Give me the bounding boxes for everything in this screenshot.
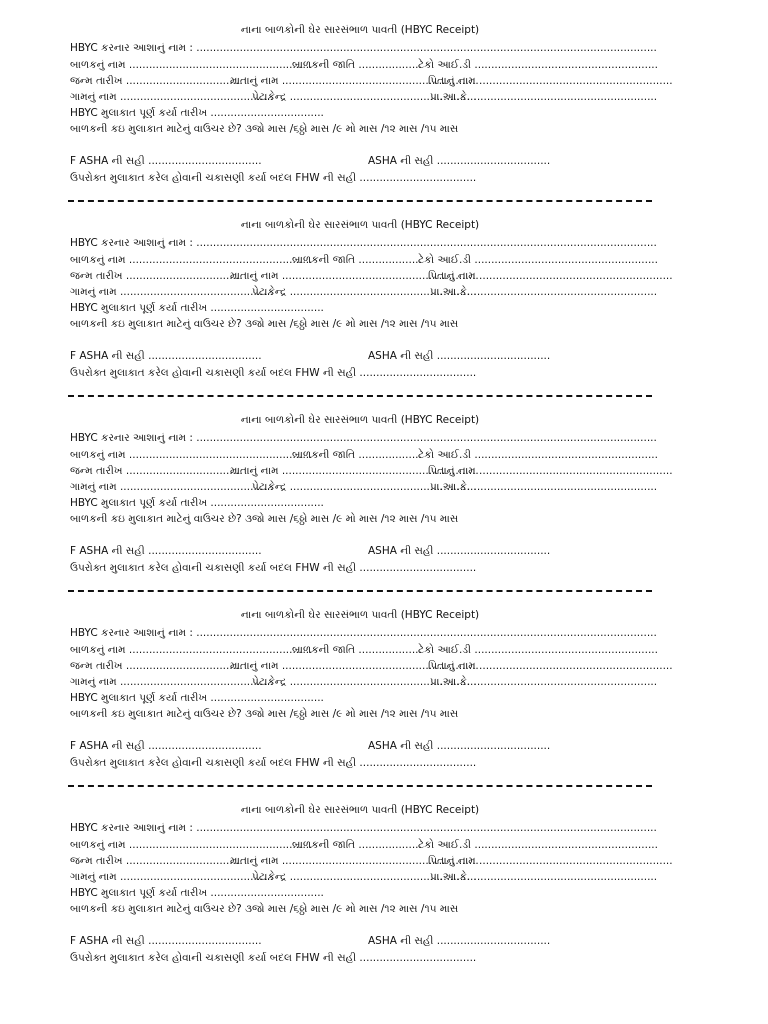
- sub-centre-field: પેટાકેન્દ્ર ........................................................: [252, 871, 477, 883]
- father-name-field: પિતાનું નામ ..........................................................: [428, 270, 673, 282]
- phc-field: પ્રા.આ.કે. .......................................................: [430, 286, 658, 298]
- father-name-field: પિતાનું નામ ..........................................................: [428, 75, 673, 87]
- asha-signature-field: ASHA ની સહી ..................................: [368, 935, 551, 947]
- hbyc-receipt: [70, 607, 673, 787]
- voucher-question: બાળકની કઇ મુલાકાત માટેનું વાઉચર છે? ૩જો માસ /૬ઠ્ઠો માસ /૯ મો માસ /૧૨ માસ /૧૫ માસ: [70, 903, 459, 915]
- hbyc-receipt: [70, 217, 673, 397]
- village-name-field: ગામનું નામ ..............................................: [70, 286, 274, 298]
- receipt-title: નાના બાળકોની ઘેર સારસંભાળ પાવતી (HBYC Receipt): [240, 414, 480, 426]
- child-name-field: બાળકનું નામ .......................................................: [70, 59, 313, 71]
- sub-centre-field: પેટાકેન્દ્ર ........................................................: [252, 481, 477, 493]
- child-name-field: બાળકનું નામ .......................................................: [70, 839, 313, 851]
- asha-name-line: HBYC કરનાર આશાનું નામ : ..........................................................................................................................................: [70, 432, 657, 444]
- child-name-field: બાળકનું નામ .......................................................: [70, 644, 313, 656]
- hbyc-receipt: [70, 22, 673, 202]
- phc-field: પ્રા.આ.કે. .......................................................: [430, 871, 658, 883]
- visit-complete-date-field: HBYC મુલાકાત પૂર્ણ કર્યા તારીખ ..................................: [70, 107, 324, 119]
- receipt-title: નાના બાળકોની ઘેર સારસંભાળ પાવતી (HBYC Receipt): [240, 24, 480, 36]
- fhw-verification-line: ઉપરોક્ત મુલાકાત કરેલ હોવાની ચકાસણી કર્યા બદલ FHW ની સહી ...................................: [70, 952, 477, 964]
- sub-centre-field: પેટાકેન્દ્ર ........................................................: [252, 286, 477, 298]
- child-gender-field: બાળકની જાતિ ...................: [292, 59, 422, 71]
- asha-name-line: HBYC કરનાર આશાનું નામ : ..........................................................................................................................................: [70, 627, 657, 639]
- sub-centre-field: પેટાકેન્દ્ર ........................................................: [252, 676, 477, 688]
- techo-id-field: ટેકો આઈ.ડી .......................................................: [418, 59, 658, 71]
- fasha-signature-field: F ASHA ની સહી ..................................: [70, 935, 262, 947]
- receipt-title: નાના બાળકોની ઘેર સારસંભાળ પાવતી (HBYC Receipt): [240, 804, 480, 816]
- father-name-field: પિતાનું નામ ..........................................................: [428, 660, 673, 672]
- child-name-field: બાળકનું નામ .......................................................: [70, 449, 313, 461]
- visit-complete-date-field: HBYC મુલાકાત પૂર્ણ કર્યા તારીખ ..................................: [70, 497, 324, 509]
- techo-id-field: ટેકો આઈ.ડી .......................................................: [418, 449, 658, 461]
- mother-name-field: માતાનું નામ ...........................................................: [230, 855, 479, 867]
- visit-complete-date-field: HBYC મુલાકાત પૂર્ણ કર્યા તારીખ ..................................: [70, 692, 324, 704]
- child-gender-field: બાળકની જાતિ ...................: [292, 449, 422, 461]
- phc-field: પ્રા.આ.કે. .......................................................: [430, 481, 658, 493]
- cut-line-divider: [68, 785, 652, 787]
- sub-centre-field: પેટાકેન્દ્ર ........................................................: [252, 91, 477, 103]
- phc-field: પ્રા.આ.કે. .......................................................: [430, 676, 658, 688]
- visit-complete-date-field: HBYC મુલાકાત પૂર્ણ કર્યા તારીખ ..................................: [70, 887, 324, 899]
- village-name-field: ગામનું નામ ..............................................: [70, 91, 274, 103]
- receipt-title: નાના બાળકોની ઘેર સારસંભાળ પાવતી (HBYC Receipt): [240, 609, 480, 621]
- dob-field: જન્મ તારીખ ...................................: [70, 75, 243, 87]
- fasha-signature-field: F ASHA ની સહી ..................................: [70, 155, 262, 167]
- dob-field: જન્મ તારીખ ...................................: [70, 855, 243, 867]
- dob-field: જન્મ તારીખ ...................................: [70, 270, 243, 282]
- village-name-field: ગામનું નામ ..............................................: [70, 481, 274, 493]
- visit-complete-date-field: HBYC મુલાકાત પૂર્ણ કર્યા તારીખ ..................................: [70, 302, 324, 314]
- child-gender-field: બાળકની જાતિ ...................: [292, 254, 422, 266]
- child-gender-field: બાળકની જાતિ ...................: [292, 644, 422, 656]
- fhw-verification-line: ઉપરોક્ત મુલાકાત કરેલ હોવાની ચકાસણી કર્યા બદલ FHW ની સહી ...................................: [70, 757, 477, 769]
- fhw-verification-line: ઉપરોક્ત મુલાકાત કરેલ હોવાની ચકાસણી કર્યા બદલ FHW ની સહી ...................................: [70, 562, 477, 574]
- fasha-signature-field: F ASHA ની સહી ..................................: [70, 350, 262, 362]
- techo-id-field: ટેકો આઈ.ડી .......................................................: [418, 254, 658, 266]
- asha-signature-field: ASHA ની સહી ..................................: [368, 740, 551, 752]
- voucher-question: બાળકની કઇ મુલાકાત માટેનું વાઉચર છે? ૩જો માસ /૬ઠ્ઠો માસ /૯ મો માસ /૧૨ માસ /૧૫ માસ: [70, 708, 459, 720]
- mother-name-field: માતાનું નામ ...........................................................: [230, 270, 479, 282]
- fhw-verification-line: ઉપરોક્ત મુલાકાત કરેલ હોવાની ચકાસણી કર્યા બદલ FHW ની સહી ...................................: [70, 172, 477, 184]
- father-name-field: પિતાનું નામ ..........................................................: [428, 465, 673, 477]
- voucher-question: બાળકની કઇ મુલાકાત માટેનું વાઉચર છે? ૩જો માસ /૬ઠ્ઠો માસ /૯ મો માસ /૧૨ માસ /૧૫ માસ: [70, 318, 459, 330]
- village-name-field: ગામનું નામ ..............................................: [70, 676, 274, 688]
- asha-name-line: HBYC કરનાર આશાનું નામ : ..........................................................................................................................................: [70, 822, 657, 834]
- receipt-title: નાના બાળકોની ઘેર સારસંભાળ પાવતી (HBYC Receipt): [240, 219, 480, 231]
- techo-id-field: ટેકો આઈ.ડી .......................................................: [418, 839, 658, 851]
- voucher-question: બાળકની કઇ મુલાકાત માટેનું વાઉચર છે? ૩જો માસ /૬ઠ્ઠો માસ /૯ મો માસ /૧૨ માસ /૧૫ માસ: [70, 123, 459, 135]
- father-name-field: પિતાનું નામ ..........................................................: [428, 855, 673, 867]
- child-gender-field: બાળકની જાતિ ...................: [292, 839, 422, 851]
- dob-field: જન્મ તારીખ ...................................: [70, 660, 243, 672]
- mother-name-field: માતાનું નામ ...........................................................: [230, 660, 479, 672]
- asha-signature-field: ASHA ની સહી ..................................: [368, 545, 551, 557]
- asha-name-line: HBYC કરનાર આશાનું નામ : ..........................................................................................................................................: [70, 42, 657, 54]
- village-name-field: ગામનું નામ ..............................................: [70, 871, 274, 883]
- hbyc-receipt: [70, 802, 673, 982]
- asha-name-line: HBYC કરનાર આશાનું નામ : ..........................................................................................................................................: [70, 237, 657, 249]
- cut-line-divider: [68, 590, 652, 592]
- phc-field: પ્રા.આ.કે. .......................................................: [430, 91, 658, 103]
- cut-line-divider: [68, 200, 652, 202]
- fasha-signature-field: F ASHA ની સહી ..................................: [70, 545, 262, 557]
- voucher-question: બાળકની કઇ મુલાકાત માટેનું વાઉચર છે? ૩જો માસ /૬ઠ્ઠો માસ /૯ મો માસ /૧૨ માસ /૧૫ માસ: [70, 513, 459, 525]
- fasha-signature-field: F ASHA ની સહી ..................................: [70, 740, 262, 752]
- child-name-field: બાળકનું નામ .......................................................: [70, 254, 313, 266]
- mother-name-field: માતાનું નામ ...........................................................: [230, 75, 479, 87]
- techo-id-field: ટેકો આઈ.ડી .......................................................: [418, 644, 658, 656]
- hbyc-receipt: [70, 412, 673, 592]
- cut-line-divider: [68, 395, 652, 397]
- asha-signature-field: ASHA ની સહી ..................................: [368, 155, 551, 167]
- mother-name-field: માતાનું નામ ...........................................................: [230, 465, 479, 477]
- asha-signature-field: ASHA ની સહી ..................................: [368, 350, 551, 362]
- dob-field: જન્મ તારીખ ...................................: [70, 465, 243, 477]
- fhw-verification-line: ઉપરોક્ત મુલાકાત કરેલ હોવાની ચકાસણી કર્યા બદલ FHW ની સહી ...................................: [70, 367, 477, 379]
